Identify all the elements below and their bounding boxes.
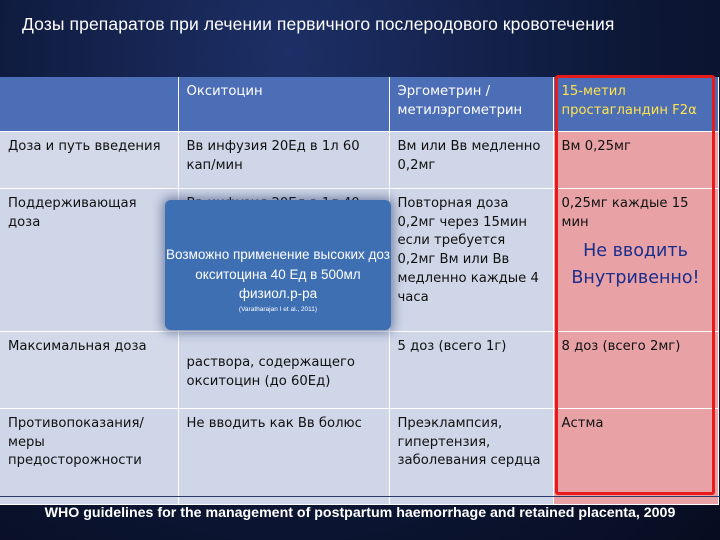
table-row xyxy=(0,409,718,505)
table-cell: Вв инфузия 20Ед в 1л 60 кап/мин xyxy=(178,132,389,189)
note-reference: (Varatharajan I et al., 2011) xyxy=(238,305,318,313)
header-ergometrine: Эргометрин /метилэргометрин xyxy=(389,77,553,132)
row-label-maintenance-dose: Поддерживающая доза xyxy=(0,189,178,332)
table-header-row xyxy=(0,77,718,132)
header-cell-empty xyxy=(0,77,178,132)
table-cell: 8 доз (всего 2мг) xyxy=(553,332,718,409)
table-cell: Преэклампсия, гипертензия, заболевания сердца xyxy=(389,409,553,505)
no-iv-warning: Не вводить Внутривенно! xyxy=(571,241,700,288)
note-text: Возможно применение высоких доз окситоцина 40 Ед в 500мл физиол.р-ра xyxy=(166,247,390,302)
header-prostaglandin: 15-метил простагландин F2α xyxy=(553,77,718,132)
row-label-max-dose: Максимальная доза xyxy=(0,332,178,409)
footer-citation: WHO guidelines for the management of postpartum haemorrhage and retained placenta, 2009 xyxy=(44,505,676,521)
table-cell-text: раствора, содержащего окситоцин (до 60Ед) xyxy=(186,355,355,389)
table-cell: Вм 0,25мг xyxy=(553,132,718,189)
oxytocin-note-callout xyxy=(165,200,391,330)
table-cell xyxy=(178,332,389,409)
table-row xyxy=(0,332,718,409)
table-cell: 5 доз (всего 1г) xyxy=(389,332,553,409)
footer-divider xyxy=(0,496,720,497)
table-cell: 0,25мг каждые 15 мин xyxy=(561,196,689,230)
table-cell: Повторная доза 0,2мг через 15мин если требуется 0,2мг Вм или Вв медленно каждые 4 часа xyxy=(389,189,553,332)
header-oxytocin: Окситоцин xyxy=(178,77,389,132)
slide-title: Дозы препаратов при лечении первичного послеродового кровотечения xyxy=(22,14,615,34)
row-label-dose-route: Доза и путь введения xyxy=(0,132,178,189)
table-cell: Не вводить как Вв болюс xyxy=(178,409,389,505)
table-cell: Астма xyxy=(553,409,718,505)
table-cell-with-warning xyxy=(553,189,718,332)
table-row xyxy=(0,132,718,189)
row-label-contraindications: Противопоказания/ меры предосторожности xyxy=(0,409,178,505)
table-cell: Вм или Вв медленно 0,2мг xyxy=(389,132,553,189)
